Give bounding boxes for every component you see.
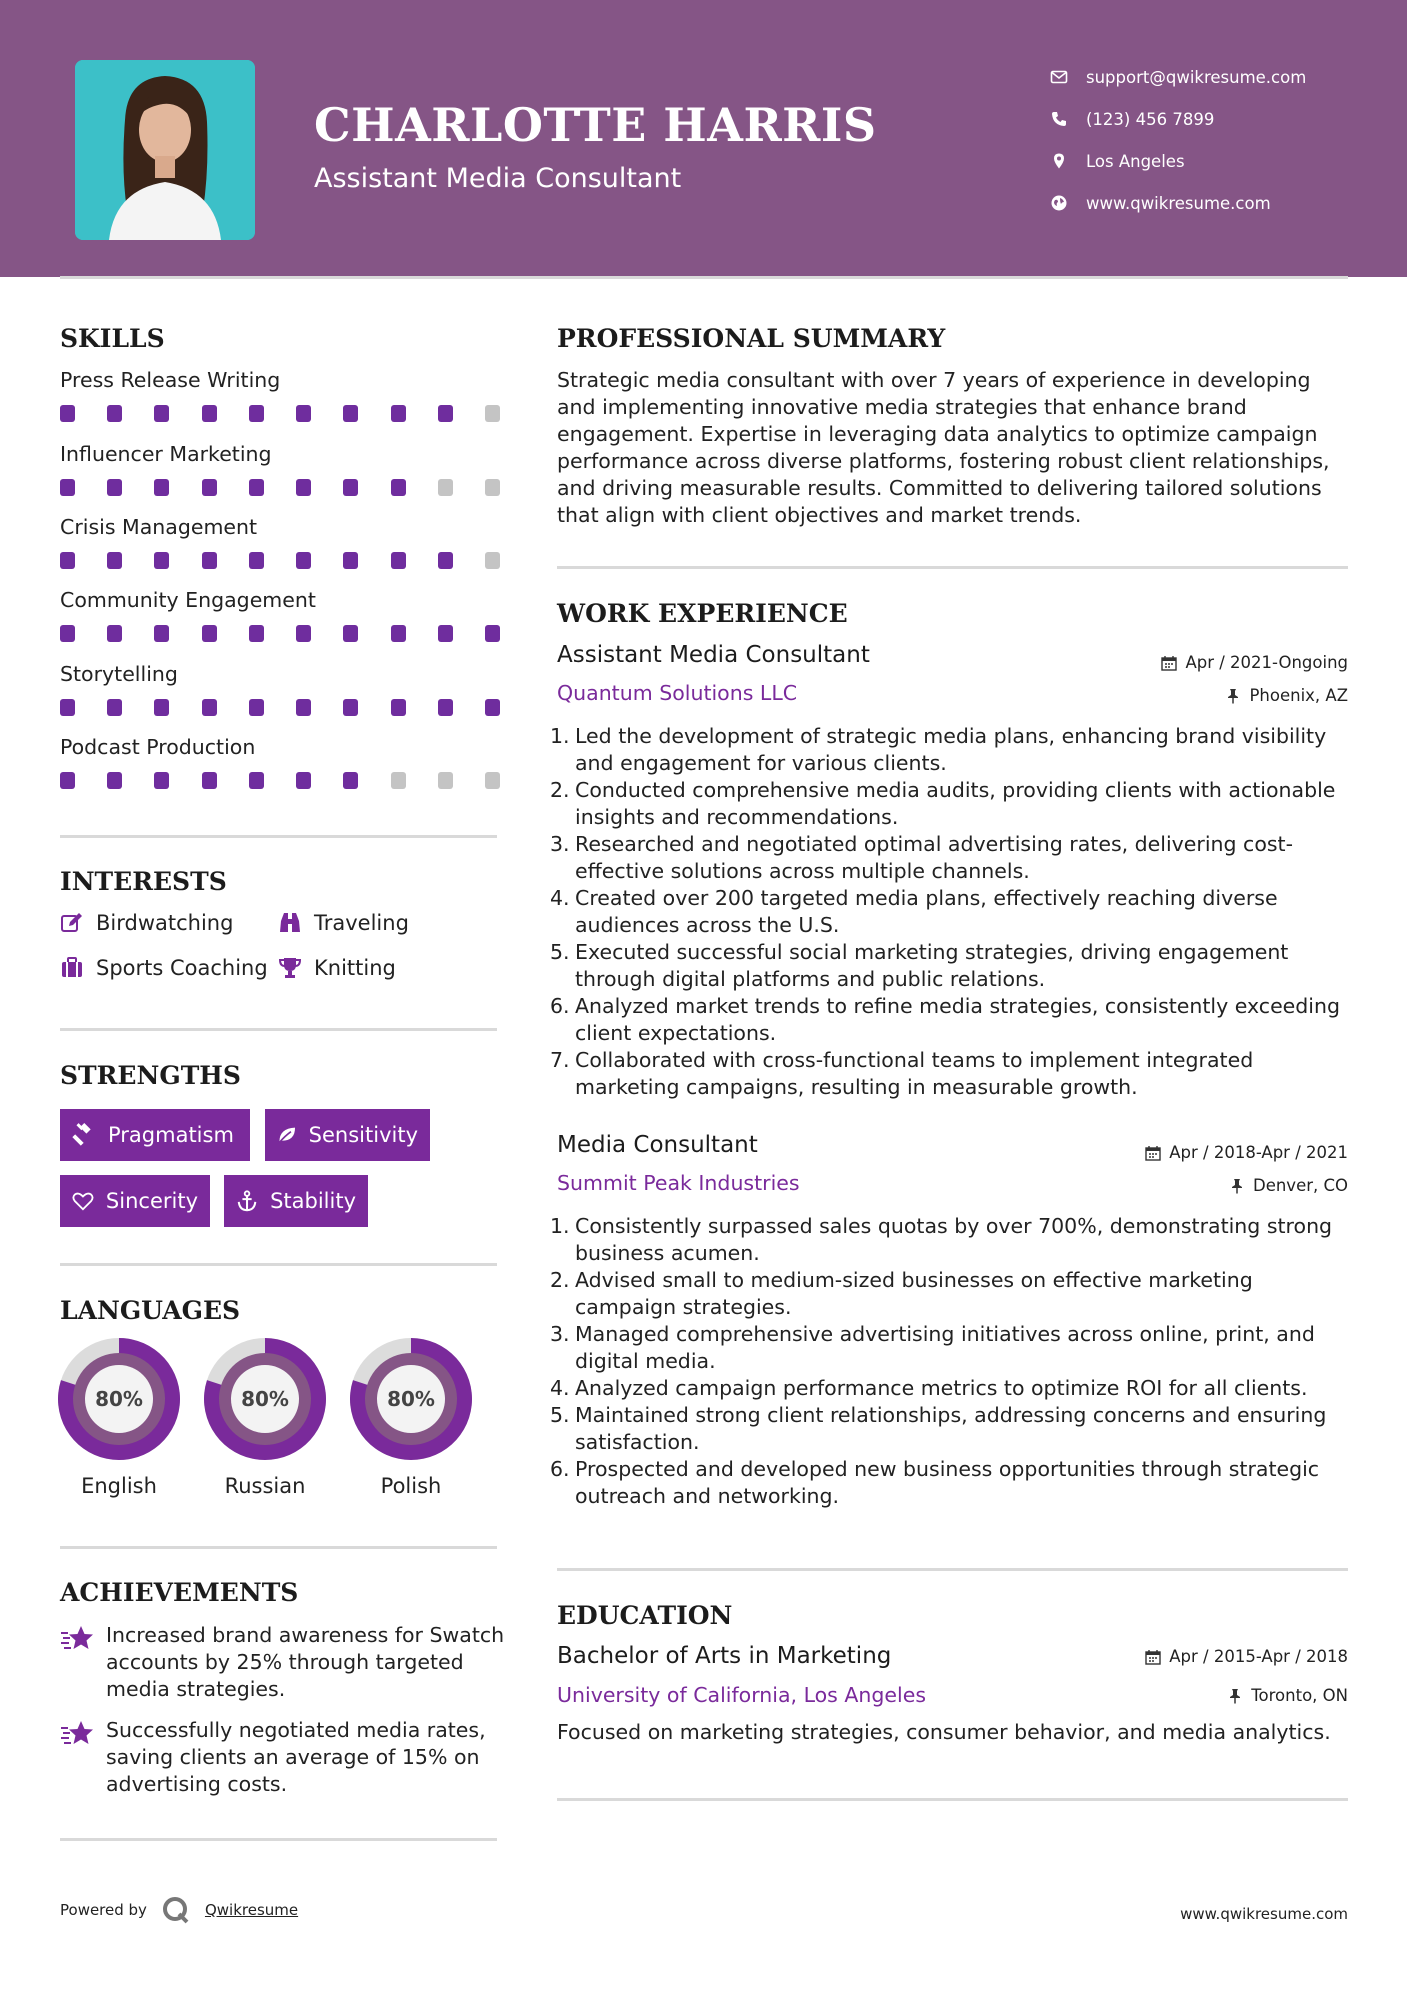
language-name: Russian [224,1474,306,1498]
school-name: University of California, Los Angeles [557,1683,927,1707]
contact-location [1050,140,1390,182]
trophy-icon [278,956,302,980]
rating-dot-filled [107,772,122,789]
work-heading: WORK EXPERIENCE [557,599,848,628]
list-item: Prospected and developed new business opportunities through strategic outreach and networking. [575,1457,1320,1508]
contact-phone[interactable] [1050,98,1390,140]
language-item [58,1338,180,1498]
languages-divider [60,1546,497,1549]
skills-divider [60,835,497,838]
interest-label: Birdwatching [96,911,234,935]
achievements-heading: ACHIEVEMENTS [60,1578,299,1607]
rating-dot-filled [391,625,406,642]
skill-name: Crisis Management [60,515,258,539]
achievements-divider [60,1838,497,1841]
rating-dot-filled [485,699,500,716]
language-percent-label: 80% [387,1387,435,1411]
company-name: Quantum Solutions LLC [557,681,798,705]
education-location [1227,1686,1348,1705]
skill-name: Community Engagement [60,588,316,612]
job-dates [1161,653,1348,672]
contact-phone-text: (123) 456 7899 [1086,109,1215,129]
achievement-item [60,1622,510,1703]
summary-heading: PROFESSIONAL SUMMARY [557,324,946,353]
calendar-icon [1145,1649,1161,1665]
interest-item [278,956,396,980]
language-name: English [81,1474,157,1498]
envelope-icon [1050,68,1068,86]
skill-rating [60,699,500,717]
footer-url[interactable]: www.qwikresume.com [1180,1905,1348,1923]
powered-by-label: Powered by [60,1901,147,1919]
contact-location-text: Los Angeles [1086,151,1185,171]
summary-text: Strategic media consultant with over 7 years of experience in developing and implementing innovative media strategies that enhance brand engagement. Expertise in leveraging data analytics to optimize campaign performance across diverse platforms, fostering robust client relationships, and driving measurable results. Committed to delivering tailored solutions that align with client objectives and market trends. [557,368,1330,527]
contact-website[interactable] [1050,182,1390,224]
rating-dot-filled [391,552,406,569]
language-item [204,1338,326,1498]
rating-dot-filled [343,625,358,642]
globe-icon [1050,194,1068,212]
skill-name: Storytelling [60,662,178,686]
education-description: Focused on marketing strategies, consumer behavior, and media analytics. [557,1720,1331,1744]
rating-dot-empty [485,552,500,569]
rating-dot-filled [154,405,169,422]
rating-dot-filled [107,552,122,569]
skill-name: Podcast Production [60,735,256,759]
list-item: Advised small to medium-sized businesses on effective marketing campaign strategies. [575,1268,1253,1319]
rating-dot-filled [438,552,453,569]
list-item: Collaborated with cross-functional teams to implement integrated marketing campaigns, resulting in measurable growth. [575,1048,1254,1099]
rating-dot-filled [202,405,217,422]
job-location-text: Denver, CO [1252,1176,1348,1195]
job-dates-text: Apr / 2018-Apr / 2021 [1169,1143,1348,1162]
strength-chip [60,1109,250,1161]
job-dates [1145,1143,1348,1162]
rating-dot-filled [485,625,500,642]
rating-dot-filled [60,552,75,569]
star-badge-icon [60,1719,94,1749]
language-progress-ring [204,1338,326,1460]
list-item: Analyzed campaign performance metrics to optimize ROI for all clients. [575,1376,1308,1400]
list-item: Conducted comprehensive media audits, providing clients with actionable insights and recommendations. [575,778,1336,829]
list-item: Executed successful social marketing strategies, driving engagement through digital platforms and public relations. [575,940,1289,991]
header-divider [60,276,1348,279]
list-item: Analyzed market trends to refine media strategies, consistently exceeding client expectations. [575,994,1341,1045]
education-dates-text: Apr / 2015-Apr / 2018 [1169,1647,1348,1666]
education-location-text: Toronto, ON [1251,1686,1348,1705]
skill-rating [60,625,500,643]
pushpin-icon [1225,688,1241,704]
strength-chip [224,1175,368,1227]
interests-divider [60,1028,497,1031]
rating-dot-filled [202,699,217,716]
summary-divider [557,566,1348,569]
strength-label: Pragmatism [108,1123,234,1147]
pushpin-icon [1227,1688,1243,1704]
job-location-text: Phoenix, AZ [1249,686,1348,705]
rating-dot-filled [438,699,453,716]
list-item: Managed comprehensive advertising initiatives across online, print, and digital media. [575,1322,1315,1373]
rating-dot-filled [296,625,311,642]
rating-dot-empty [438,772,453,789]
rating-dot-filled [296,479,311,496]
list-item: Consistently surpassed sales quotas by over 700%, demonstrating strong business acumen. [575,1214,1333,1265]
rating-dot-filled [154,699,169,716]
strengths-divider [60,1263,497,1266]
rating-dot-filled [60,772,75,789]
portrait-illustration [75,60,255,240]
achievement-text: Increased brand awareness for Swatch accounts by 25% through targeted media strategies. [106,1623,505,1701]
education-heading: EDUCATION [557,1601,733,1630]
rating-dot-filled [296,552,311,569]
skill-rating [60,479,500,497]
contact-email-text: support@qwikresume.com [1086,67,1307,87]
rating-dot-empty [485,772,500,789]
job-title: Media Consultant [557,1132,758,1158]
calendar-icon [1161,655,1177,671]
job-responsibilities [575,723,1355,1101]
language-progress-ring [350,1338,472,1460]
contact-list [1050,56,1390,224]
rating-dot-filled [60,405,75,422]
phone-icon [1050,110,1068,128]
skills-heading: SKILLS [60,324,165,353]
interest-item [60,956,268,980]
rating-dot-filled [154,772,169,789]
strength-chip [60,1175,210,1227]
list-item: Led the development of strategic media plans, enhancing brand visibility and engagement for various clients. [575,724,1327,775]
skill-name: Influencer Marketing [60,442,272,466]
rating-dot-filled [296,405,311,422]
rating-dot-filled [296,699,311,716]
gavel-icon [72,1123,96,1147]
rating-dot-filled [202,772,217,789]
rating-dot-filled [154,479,169,496]
rating-dot-filled [249,479,264,496]
qwikresume-logo-icon [161,1895,191,1925]
skill-rating [60,405,500,423]
interest-item [60,911,233,935]
qwikresume-link[interactable]: Qwikresume [204,1901,299,1919]
job-location [1225,686,1348,705]
anchor-icon [236,1189,258,1213]
location-pin-icon [1050,152,1068,170]
rating-dot-filled [391,699,406,716]
language-progress-ring [58,1338,180,1460]
rating-dot-empty [485,405,500,422]
rating-dot-empty [391,772,406,789]
rating-dot-filled [249,625,264,642]
rating-dot-filled [438,625,453,642]
rating-dot-filled [202,625,217,642]
rating-dot-filled [107,405,122,422]
company-name: Summit Peak Industries [557,1171,800,1195]
education-divider [557,1798,1348,1801]
education-dates [1145,1647,1348,1666]
rating-dot-filled [154,625,169,642]
heart-icon [72,1189,94,1213]
achievement-text: Successfully negotiated media rates, saving clients an average of 15% on advertising costs. [106,1718,486,1796]
job-location [1229,1176,1348,1195]
contact-website-text: www.qwikresume.com [1086,193,1271,213]
rating-dot-filled [60,699,75,716]
contact-email[interactable] [1050,56,1390,98]
rating-dot-filled [343,772,358,789]
rating-dot-filled [154,552,169,569]
footer-powered-by [60,1895,298,1925]
language-item [350,1338,472,1498]
rating-dot-filled [343,552,358,569]
interest-item [278,911,409,935]
language-name: Polish [380,1474,442,1498]
rating-dot-filled [60,625,75,642]
language-percent-label: 80% [95,1387,143,1411]
rating-dot-filled [249,552,264,569]
profile-photo [75,60,255,240]
rating-dot-filled [107,625,122,642]
rating-dot-empty [438,479,453,496]
rating-dot-filled [296,772,311,789]
interests-heading: INTERESTS [60,867,227,896]
strength-label: Sensitivity [308,1123,418,1147]
interest-label: Knitting [314,956,396,980]
job-dates-text: Apr / 2021-Ongoing [1185,653,1348,672]
list-item: Created over 200 targeted media plans, effectively reaching diverse audiences across the U.S. [575,886,1278,937]
rating-dot-filled [60,479,75,496]
rating-dot-filled [249,699,264,716]
rating-dot-filled [249,405,264,422]
list-item: Maintained strong client relationships, addressing concerns and ensuring satisfaction. [575,1403,1327,1454]
skill-rating [60,772,500,790]
job-title: Assistant Media Consultant [557,642,870,668]
rating-dot-filled [343,479,358,496]
skill-name: Press Release Writing [60,368,281,392]
rating-dot-filled [202,479,217,496]
job-responsibilities [575,1213,1355,1510]
rating-dot-filled [391,405,406,422]
rating-dot-filled [249,772,264,789]
pencil-edit-icon [60,911,84,935]
rating-dot-filled [391,479,406,496]
briefcase-icon [60,956,84,980]
list-item: Researched and negotiated optimal advertising rates, delivering cost-effective solutions across multiple channels. [575,832,1293,883]
rating-dot-filled [343,405,358,422]
star-badge-icon [60,1624,94,1654]
rating-dot-filled [202,552,217,569]
interest-label: Sports Coaching [96,956,268,980]
rating-dot-empty [485,479,500,496]
resume-header [0,0,1407,277]
strengths-heading: STRENGTHS [60,1061,241,1090]
binoculars-icon [278,911,302,935]
calendar-icon [1145,1145,1161,1161]
interest-label: Traveling [314,911,409,935]
languages-heading: LANGUAGES [60,1296,241,1325]
degree-title: Bachelor of Arts in Marketing [557,1643,892,1669]
rating-dot-filled [107,699,122,716]
candidate-title: Assistant Media Consultant [314,163,682,194]
leaf-icon [277,1123,297,1147]
rating-dot-filled [107,479,122,496]
work-divider [557,1568,1348,1571]
pushpin-icon [1229,1178,1245,1194]
language-percent-label: 80% [241,1387,289,1411]
skill-rating [60,552,500,570]
strength-label: Stability [270,1189,356,1213]
rating-dot-filled [438,405,453,422]
candidate-name: CHARLOTTE HARRIS [314,98,877,152]
achievement-item [60,1717,510,1798]
rating-dot-filled [343,699,358,716]
strength-chip [265,1109,430,1161]
strength-label: Sincerity [105,1189,198,1213]
